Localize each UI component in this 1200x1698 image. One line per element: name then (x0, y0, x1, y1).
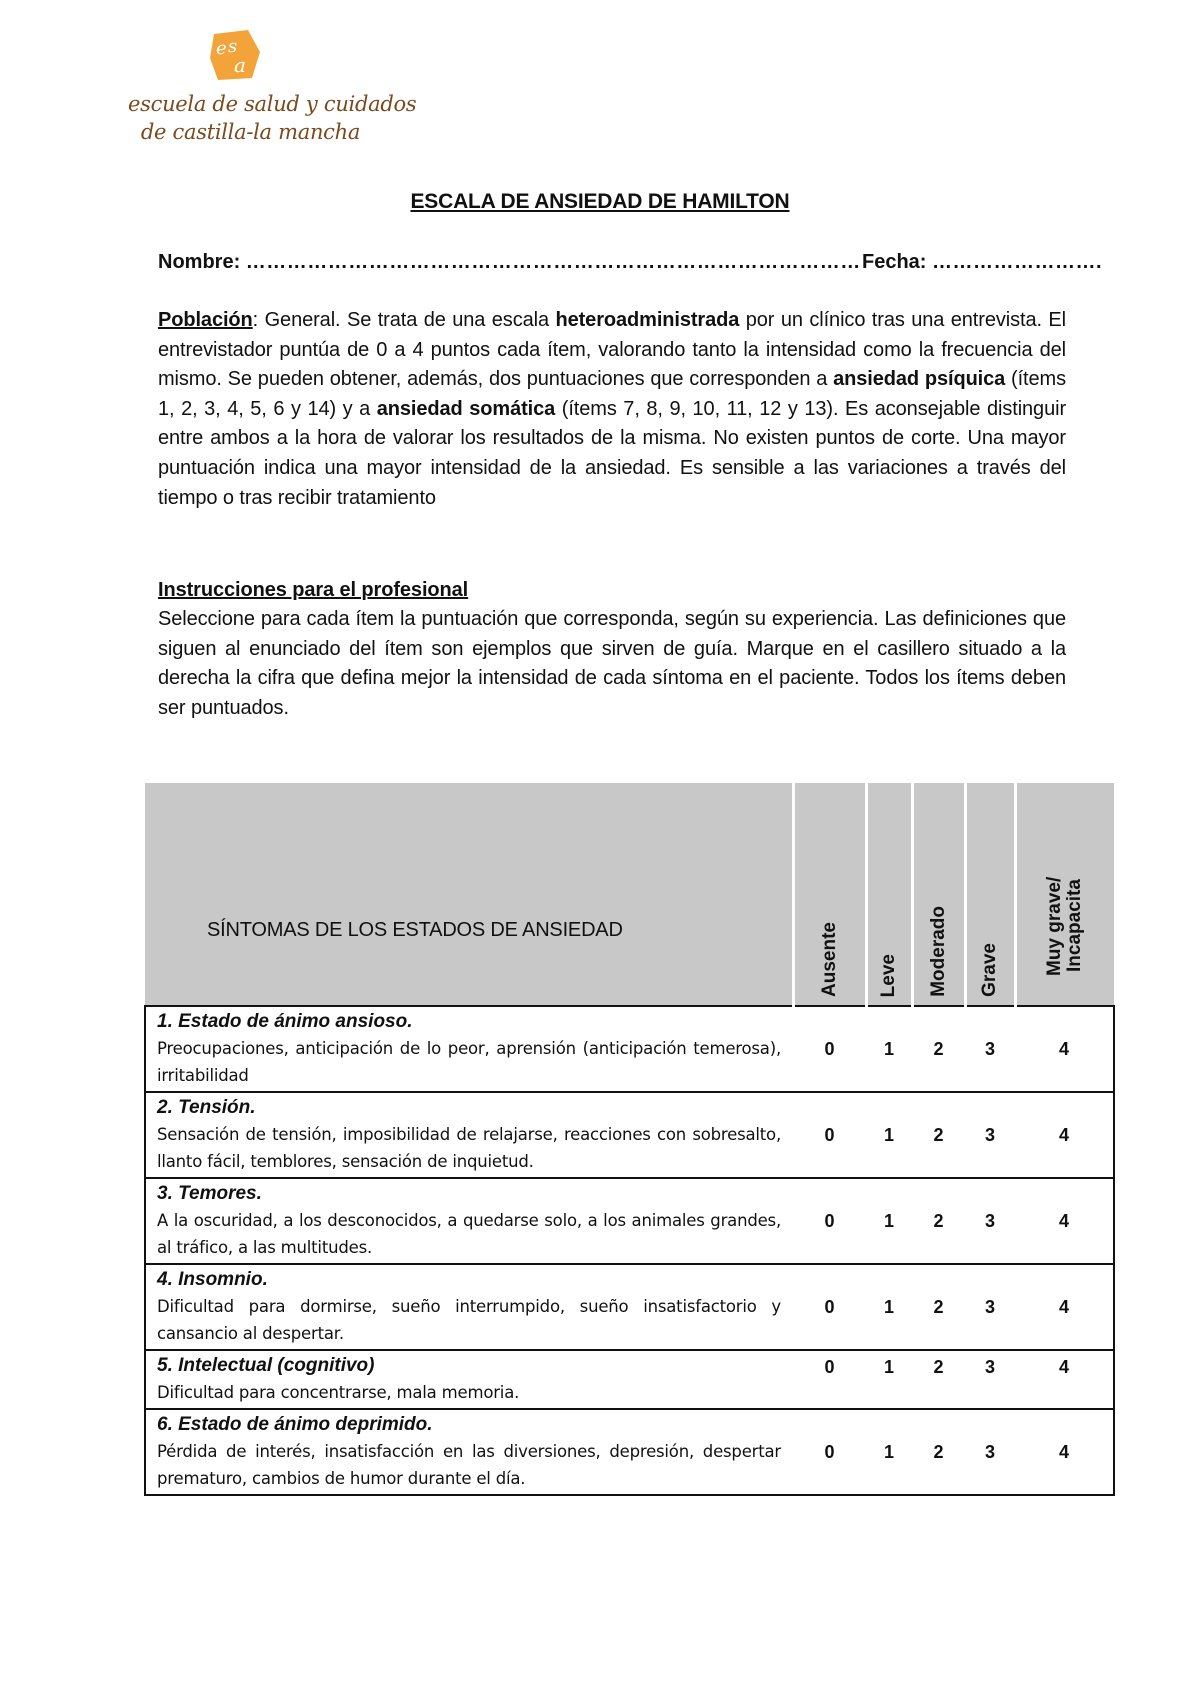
col-absent (793, 783, 866, 1006)
col-moderate (912, 783, 965, 1006)
table-row (145, 1350, 1114, 1409)
score-option[interactable]: 2 (912, 1092, 965, 1178)
score-option[interactable]: 3 (965, 1092, 1015, 1178)
score-option[interactable]: 3 (965, 1006, 1015, 1092)
col-absent-label: Ausente (818, 922, 840, 997)
anxiety-scale-table (144, 783, 1115, 1496)
item-title: 2. Tensión. (157, 1097, 256, 1118)
score-option[interactable]: 0 (793, 1006, 866, 1092)
score-option[interactable]: 2 (912, 1350, 965, 1409)
table-row (145, 1006, 1114, 1092)
score-option[interactable]: 1 (866, 1178, 912, 1264)
score-option[interactable]: 3 (965, 1264, 1015, 1350)
instructions-heading: Instrucciones para el profesional (158, 579, 469, 601)
population-text-2: por un clínico tras una entrevista. El entrevistador puntúa de 0 a 4 puntos cada ítem, valorando tanto la intensidad como la frecuencia del mismo. Se pueden obtener, además, dos puntuaciones que corresponden a (158, 309, 1066, 391)
item-1-cell (145, 1006, 793, 1092)
item-title: 3. Temores. (157, 1183, 262, 1204)
score-option[interactable]: 1 (866, 1264, 912, 1350)
col-mild (866, 783, 912, 1006)
name-label: Nombre: (158, 251, 241, 273)
col-severe-label: Grave (979, 943, 1001, 997)
score-option[interactable]: 4 (1015, 1092, 1114, 1178)
item-4-cell (145, 1264, 793, 1350)
table-row (145, 1264, 1114, 1350)
score-option[interactable]: 2 (912, 1006, 965, 1092)
symptoms-header: SÍNTOMAS DE LOS ESTADOS DE ANSIEDAD (145, 783, 793, 1006)
col-very-severe (1015, 783, 1114, 1006)
score-option[interactable]: 3 (965, 1409, 1015, 1495)
item-description: A la oscuridad, a los desconocidos, a quedarse solo, a los animales grandes, al tráfico, a las multitudes. (157, 1211, 781, 1257)
school-logo-icon (208, 30, 262, 82)
instructions-text: Seleccione para cada ítem la puntuación que corresponda, según su experiencia. Las definiciones que siguen al enunciado del ítem son ejemplos que sirven de guía. Marque en el casillero situado a la derecha la cifra que defina mejor la intensidad de cada síntoma en el paciente. Todos los ítems deben ser puntuados. (158, 608, 1066, 719)
svg-text:a: a (234, 53, 246, 77)
population-text-1: : General. Se trata de una escala (252, 309, 556, 331)
score-option[interactable]: 2 (912, 1409, 965, 1495)
item-title: 6. Estado de ánimo deprimido. (157, 1414, 433, 1435)
date-dots: ……………………. (932, 251, 1103, 273)
population-paragraph (158, 306, 1066, 513)
population-bold-2: ansiedad psíquica (833, 368, 1006, 391)
svg-text:s: s (228, 36, 238, 57)
score-option[interactable]: 4 (1015, 1006, 1114, 1092)
score-option[interactable]: 0 (793, 1350, 866, 1409)
table-row (145, 1092, 1114, 1178)
logo-text-line2: de castilla-la mancha (140, 120, 361, 144)
score-option[interactable]: 1 (866, 1409, 912, 1495)
col-very-severe-label: Muy grave/ Incapacita (1044, 876, 1086, 976)
population-label: Población (158, 309, 253, 331)
score-option[interactable]: 0 (793, 1178, 866, 1264)
population-bold-3: ansiedad somática (376, 397, 556, 420)
logo (128, 30, 417, 150)
population-bold-1: heteroadministrada (555, 309, 740, 331)
table-row (145, 1409, 1114, 1495)
score-option[interactable]: 4 (1015, 1178, 1114, 1264)
table-row (145, 1178, 1114, 1264)
item-description: Dificultad para dormirse, sueño interrumpido, sueño insatisfactorio y cansancio al despertar. (157, 1297, 781, 1343)
score-option[interactable]: 4 (1015, 1350, 1114, 1409)
item-3-cell (145, 1178, 793, 1264)
score-option[interactable]: 0 (793, 1409, 866, 1495)
item-title: 4. Insomnio. (157, 1269, 268, 1290)
score-option[interactable]: 3 (965, 1350, 1015, 1409)
item-description: Preocupaciones, anticipación de lo peor, aprensión (anticipación temerosa), irritabilidad (157, 1039, 781, 1085)
item-6-cell (145, 1409, 793, 1495)
score-option[interactable]: 2 (912, 1264, 965, 1350)
item-description: Pérdida de interés, insatisfacción en las diversiones, depresión, despertar prematuro, cambios de humor durante el día. (157, 1442, 781, 1488)
item-description: Sensación de tensión, imposibilidad de relajarse, reacciones con sobresalto, llanto fácil, temblores, sensación de inquietud. (157, 1125, 781, 1171)
population-text-3: (ítems 1, 2, 3, 4, 5, 6 y 14) y a (158, 368, 1066, 420)
population-text-4: (ítems 7, 8, 9, 10, 11, 12 y 13). Es aconsejable distinguir entre ambos a la hora de valorar los resultados de la misma. No existen puntos de corte. Una mayor puntuación indica una mayor intensidad de la ansiedad. Es sensible a las variaciones a través del tiempo o tras recibir tratamiento (158, 397, 1067, 509)
date-label: Fecha: (862, 251, 927, 273)
item-2-cell (145, 1092, 793, 1178)
score-option[interactable]: 1 (866, 1350, 912, 1409)
item-5-cell (145, 1350, 793, 1409)
document-title: ESCALA DE ANSIEDAD DE HAMILTON (410, 190, 790, 213)
table-header-row (145, 783, 1114, 1006)
score-option[interactable]: 1 (866, 1006, 912, 1092)
score-option[interactable]: 0 (793, 1264, 866, 1350)
logo-text-line1: escuela de salud y cuidados (128, 92, 417, 116)
score-option[interactable]: 4 (1015, 1409, 1114, 1495)
score-option[interactable]: 3 (965, 1178, 1015, 1264)
item-description: Dificultad para concentrarse, mala memoria. (157, 1383, 520, 1402)
col-severe (965, 783, 1015, 1006)
date-field[interactable] (862, 251, 1102, 274)
score-option[interactable]: 4 (1015, 1264, 1114, 1350)
score-option[interactable]: 1 (866, 1092, 912, 1178)
svg-text:e: e (216, 38, 227, 59)
item-title: 1. Estado de ánimo ansioso. (157, 1011, 413, 1032)
name-field[interactable] (158, 251, 861, 274)
col-mild-label: Leve (878, 953, 900, 997)
score-option[interactable]: 2 (912, 1178, 965, 1264)
name-dots: ……………………………………………………………………………… (245, 251, 861, 273)
col-moderate-label: Moderado (927, 906, 949, 997)
score-option[interactable]: 0 (793, 1092, 866, 1178)
item-title: 5. Intelectual (cognitivo) (157, 1355, 375, 1376)
